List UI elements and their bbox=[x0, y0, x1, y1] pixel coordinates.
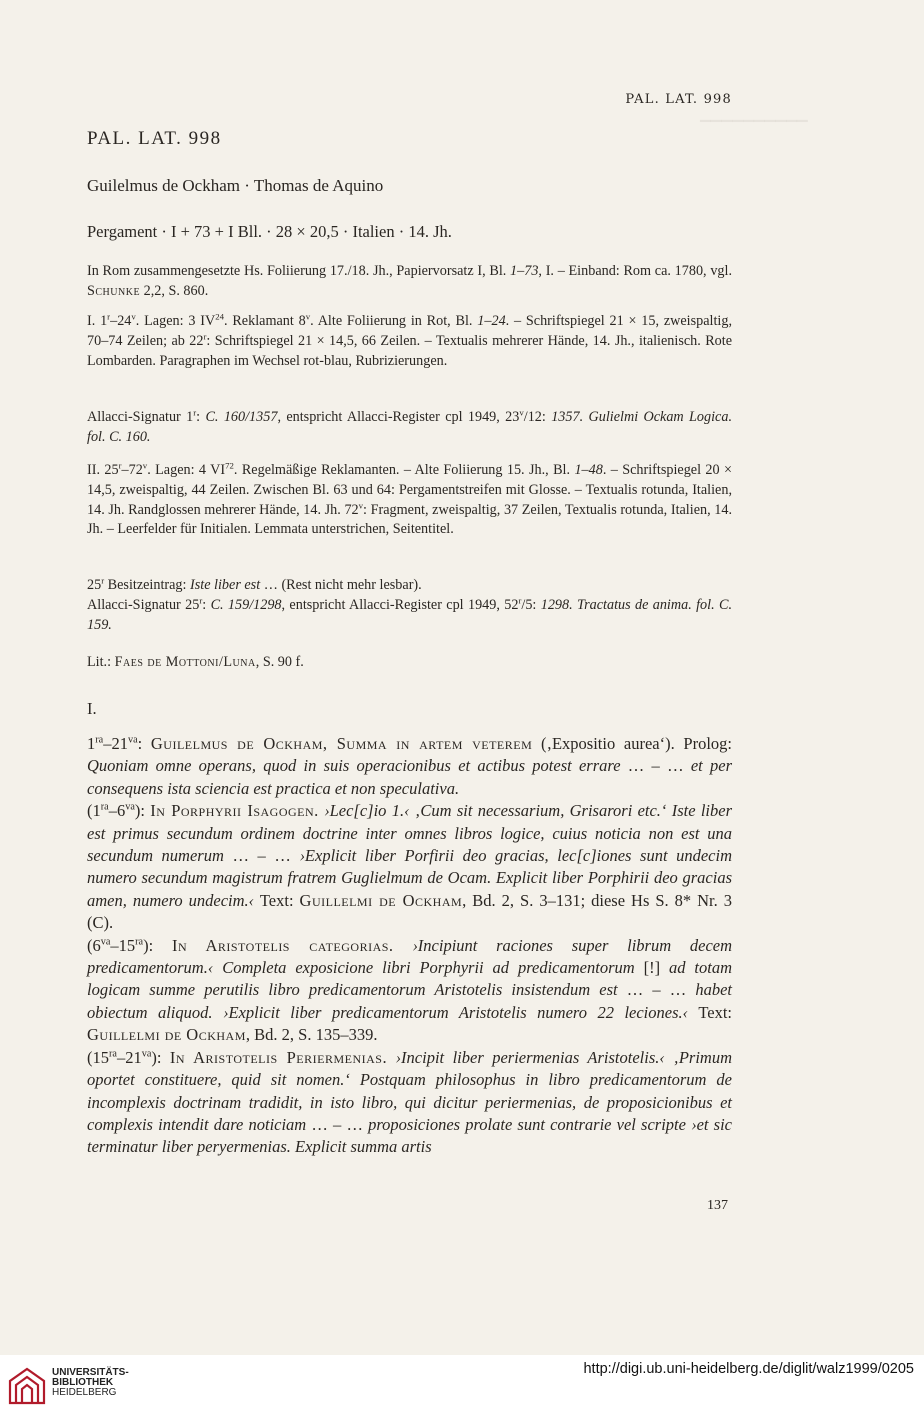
physical-description: Pergament · I + 73 + I Bll. · 28 × 20,5 · Italien · 14. Jh. bbox=[87, 222, 452, 241]
university-library-logo-icon bbox=[6, 1365, 48, 1407]
paragraph-allacci-one: Allacci-Signatur 1$^r$: C. 160/1357, entspricht Allacci-Register cpl 1949, 23$^v$/12: 1357. Gulielmi Ockam Logica. fol. C. 160. bbox=[87, 407, 732, 445]
paragraph-part-one: I. 1$^r$–24$^v$. Lagen: 3 IV$^{24}$. Reklamant 8$^v$. Alte Foliierung in Rot, Bl. 1–24. – Schriftspiegel 21 × 15, zweispaltig, 70–74 Zeilen; ab 22$^r$: Schriftspiegel 21 × 14,5, 66 Zeilen. – Textualis mehrerer Hände, 14. Jh., italienisch. Rote Lombarden. Paragraphen im Wechsel rot-blau, Rubrizierungen. bbox=[87, 311, 733, 369]
library-name-line1: UNIVERSITÄTS- bbox=[52, 1367, 129, 1378]
paragraph-composition: In Rom zusammengesetzte Hs. Foliierung 17./18. Jh., Papiervorsatz I, Bl. 1–73, I. – Einband: Rom ca. 1780, vgl. Schunke 2,2, S. 860. bbox=[87, 263, 732, 299]
shelfmark-title: PAL. LAT. 998 bbox=[87, 128, 222, 149]
paragraph-literature: Lit.: Faes de Mottoni/Luna, S. 90 f. bbox=[87, 654, 304, 670]
library-name bbox=[52, 1368, 129, 1398]
library-name-line2: BIBLIOTHEK bbox=[52, 1377, 114, 1388]
library-name-line3: HEIDELBERG bbox=[52, 1387, 117, 1398]
paragraph-part-two: II. 25$^r$–72$^v$. Lagen: 4 VI$^{72}$. Regelmäßige Reklamanten. – Alte Foliierung 15. Jh., Bl. 1–48. – Schriftspiegel 20 × 14,5, zweispaltig, 44 Zeilen. Zwischen Bl. 63 und 64: Pergamentstreifen mit Glosse. – Textualis rotunda, Italien, 14. Jh. Randglossen mehrerer Hände, 14. Jh. 72$^v$: Fragment, zweispaltig, 37 Zeilen, Textualis rotunda, Italien, 14. Jh. – Leerfelder für Initialen. Lemmata unterstrichen, Seitentitel. bbox=[87, 460, 732, 538]
page-number: 137 bbox=[707, 1198, 728, 1213]
running-head: PAL. LAT. 998 bbox=[625, 92, 732, 107]
authors-title: Guilelmus de Ockham · Thomas de Aquino bbox=[87, 176, 384, 195]
source-url-link[interactable]: http://digi.ub.uni-heidelberg.de/diglit/walz1999/0205 bbox=[583, 1361, 914, 1377]
paragraph-ownership: 25$^r$ Besitzeintrag: Iste liber est … (Rest nicht mehr lesbar). Allacci-Signatur 25$^r$: C. 159/1298, entspricht Allacci-Register cpl 1949, 52$^r$/5: 1298. Tractatus de anima. fol. C. 159. bbox=[87, 575, 732, 633]
section-numeral: I. bbox=[87, 699, 97, 718]
paragraph-contents: $1^{ra}-21^{va}$: Guilelmus de Ockham, Summa in artem veterem (‚Expositio aurea‘). Prolog: Quoniam omne operans, quod in suis operacionibus et actibus potest errare … – … et per consequens ista sciencia est practica et non speculativa. $(1^{ra}-6^{va})$: In Porphyrii Isagogen. ›Lec[c]io 1.‹ ‚Cum sit necessarium, Grisarori etc.‘ Iste liber est primus secundum ordinem doctrine inter omnes libros logice, cuius noticia non est una secundum numerum … – … ›Explicit liber Porfirii deo gracias, lec[c]iones sunt undecim numero secundum magistrum fratrem Guglielmum de Ocam. Explicit liber Porphirii deo gracias amen, numero undecim.‹ Text: Guillelmi de Ockham, Bd. 2, S. 3–131; diese Hs S. 8* Nr. 3 (C). $(6^{va}-15^{ra})$: In Aristotelis categorias. ›Incipiunt raciones super librum decem predicamentorum.‹ Completa exposicione libri Porphyrii ad predicamentorum [!] ad totam logicam summe perutilis libro predicamentorum Aristotelis insistendum est … – … habet obiectum aliquod. ›Explicit liber predicamentorum Aristotelis numero 22 leciones.‹ Text: Guillelmi de Ockham, Bd. 2, S. 135–339. $(15^{ra}-21^{va})$: In Aristotelis Periermenias. ›Incipit liber periermenias Aristotelis.‹ ‚Primum oportet constituere, quid sit nomen.‘ Postquam philosophus in libro predicamentorum de incomplexis doctrinam tradidit, in isto libro, qui dicitur periermenias, de proposicionibus et complexis intendit dare noticiam … – … proposiciones prolate sunt contrarie vel scripte ›et sic terminatur liber peryermenias. Explicit summa artis bbox=[87, 734, 733, 1157]
bleed-through: ▔▔▔▔▔▔▔▔▔▔ bbox=[700, 121, 808, 137]
